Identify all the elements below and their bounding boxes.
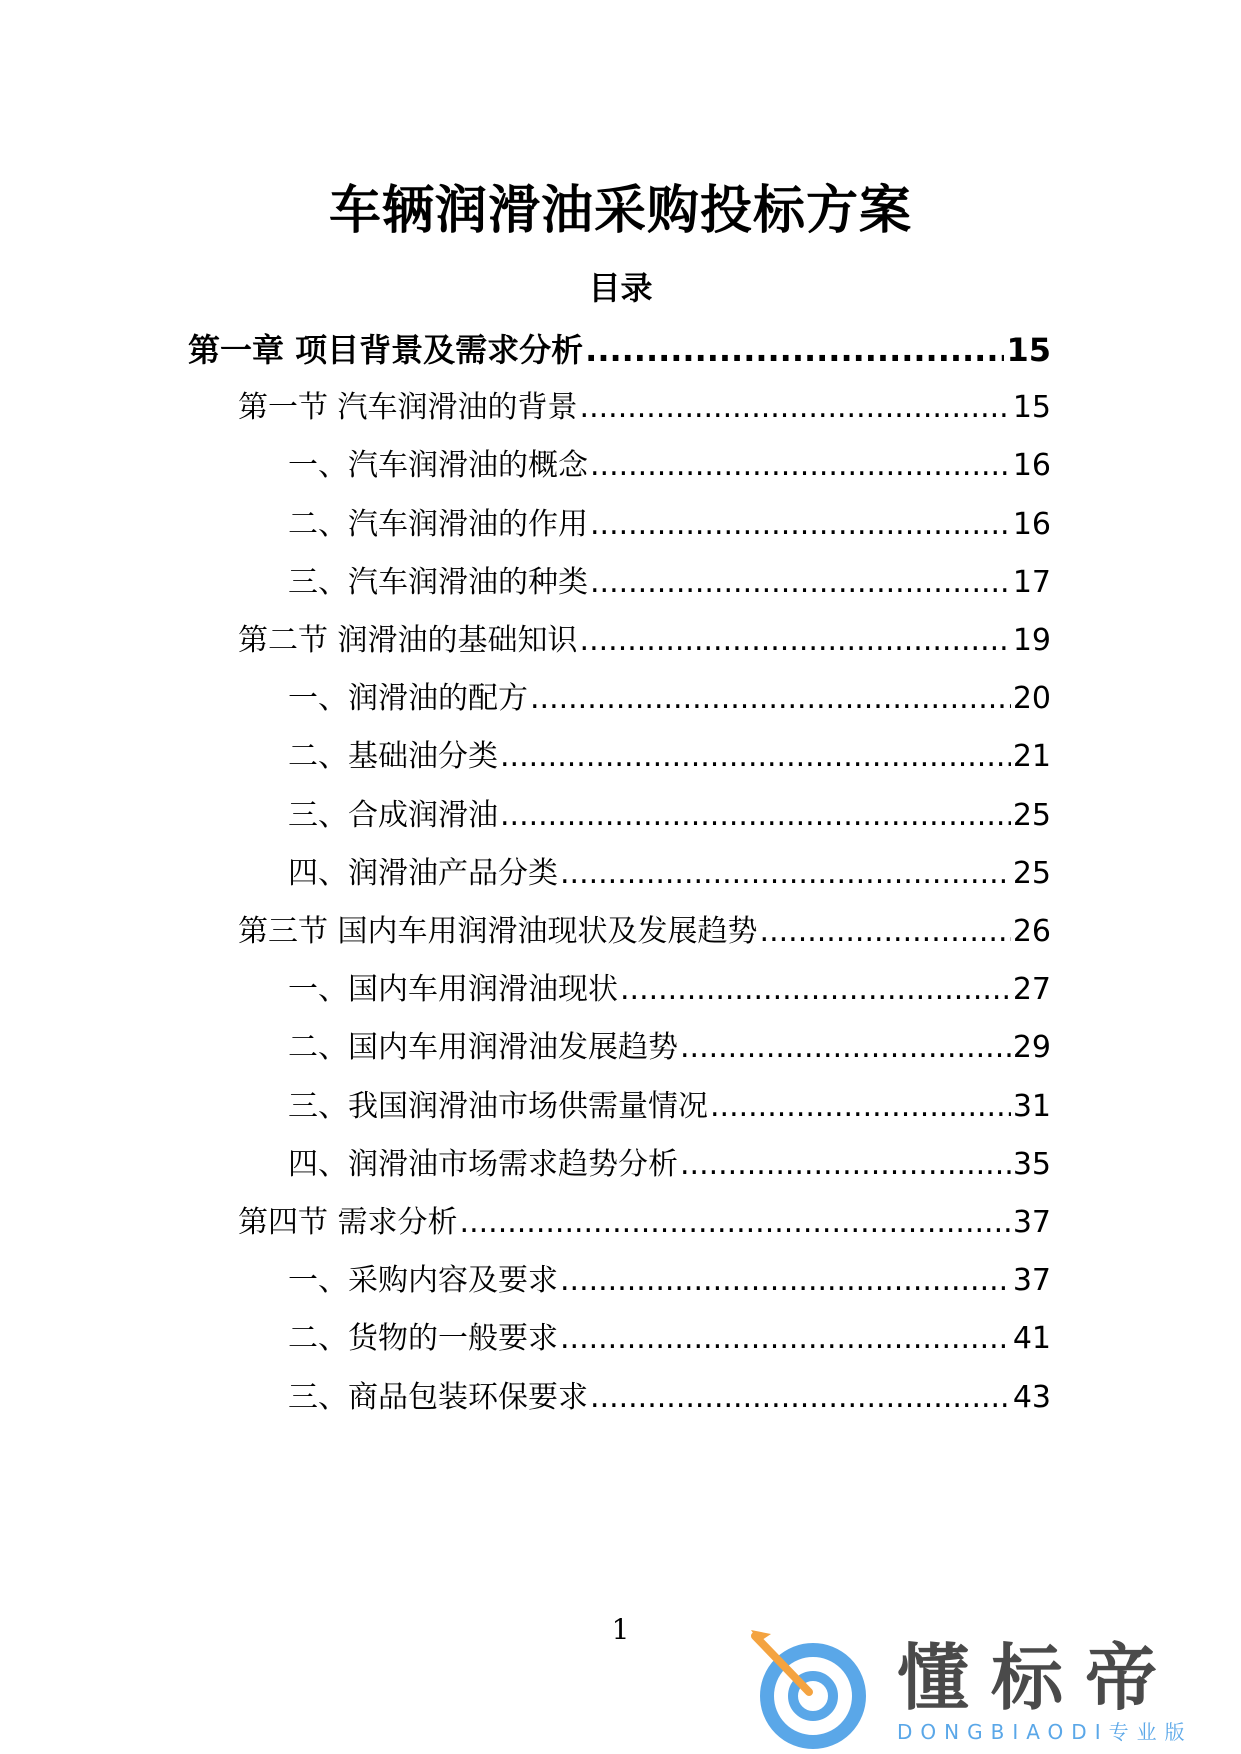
- toc-entry-page: 17: [1012, 564, 1051, 600]
- watermark-brand-subtitle: DONGBIAODI专业版: [897, 1720, 1193, 1744]
- toc-entry[interactable]: [238, 386, 1051, 430]
- toc-dot-leader: [590, 444, 1011, 488]
- toc-dot-leader: [560, 852, 1011, 896]
- toc-entry-page: 29: [1012, 1030, 1051, 1066]
- toc-entry[interactable]: [288, 1026, 1051, 1070]
- toc-entry-label: 一、国内车用润滑油现状: [288, 972, 618, 1008]
- toc-entry-page: 43: [1012, 1379, 1051, 1415]
- toc-entry-page: 16: [1012, 506, 1051, 542]
- toc-entry[interactable]: [288, 794, 1051, 838]
- toc-entry-label: 一、采购内容及要求: [288, 1263, 558, 1299]
- toc-entry-page: 26: [1012, 914, 1051, 949]
- toc-dot-leader: [590, 503, 1011, 547]
- toc-entry-page: 21: [1012, 739, 1051, 775]
- toc-entry-page: 16: [1012, 448, 1051, 484]
- toc-entry[interactable]: [288, 1376, 1051, 1420]
- toc-entry[interactable]: [288, 735, 1051, 779]
- toc-dot-leader: [680, 1143, 1011, 1187]
- toc-dot-leader: [760, 910, 1011, 954]
- toc-entry[interactable]: [288, 444, 1051, 488]
- toc-entry[interactable]: [238, 910, 1051, 954]
- toc-dot-leader: [620, 968, 1011, 1012]
- toc-entry[interactable]: [288, 677, 1051, 721]
- toc-entry-label: 三、合成润滑油: [288, 797, 498, 833]
- toc-entry-label: 第二节 润滑油的基础知识: [238, 623, 578, 658]
- toc-dot-leader: [580, 619, 1011, 663]
- toc-entry-label: 第一章 项目背景及需求分析: [188, 331, 584, 369]
- toc-entry[interactable]: [288, 852, 1051, 896]
- toc-dot-leader: [710, 1085, 1011, 1129]
- toc-entry-page: 35: [1012, 1146, 1051, 1182]
- toc-entry[interactable]: [288, 1085, 1051, 1129]
- toc-entry[interactable]: [288, 503, 1051, 547]
- toc-entry-label: 四、润滑油市场需求趋势分析: [288, 1146, 678, 1182]
- toc-entry-page: 27: [1012, 972, 1051, 1008]
- toc-entry[interactable]: [288, 968, 1051, 1012]
- toc-entry-label: 第四节 需求分析: [238, 1205, 458, 1240]
- toc-entry-label: 三、商品包装环保要求: [288, 1379, 588, 1415]
- toc-entry-label: 三、汽车润滑油的种类: [288, 564, 588, 600]
- page-number: 1: [611, 1613, 630, 1646]
- toc-entry-label: 三、我国润滑油市场供需量情况: [288, 1088, 708, 1124]
- toc-dot-leader: [560, 1317, 1011, 1361]
- toc-dot-leader: [500, 735, 1011, 779]
- toc-entry-label: 一、润滑油的配方: [288, 681, 528, 717]
- document-title: 车辆润滑油采购投标方案: [328, 181, 912, 241]
- toc-entry-page: 15: [1012, 390, 1051, 426]
- toc-entry-label: 二、基础油分类: [288, 739, 498, 775]
- toc-entry-page: 31: [1012, 1088, 1051, 1124]
- toc-dot-leader: [680, 1026, 1011, 1070]
- toc-entry-label: 二、货物的一般要求: [288, 1321, 558, 1357]
- toc-entry-page: 37: [1012, 1263, 1051, 1299]
- toc-entry-page: 25: [1012, 797, 1051, 833]
- toc-entry-label: 一、汽车润滑油的概念: [288, 448, 588, 484]
- toc-entry-label: 第一节 汽车润滑油的背景: [238, 390, 578, 426]
- toc-heading: 目录: [588, 269, 653, 307]
- toc-entry-page: 41: [1012, 1321, 1051, 1357]
- toc-dot-leader: [560, 1259, 1011, 1303]
- toc-entry[interactable]: [288, 1259, 1051, 1303]
- toc-entry-label: 四、润滑油产品分类: [288, 855, 558, 891]
- toc-dot-leader: [580, 386, 1011, 430]
- target-arrow-icon: [745, 1628, 875, 1750]
- toc-entry-page: 37: [1012, 1205, 1051, 1240]
- toc-entry-label: 二、汽车润滑油的作用: [288, 506, 588, 542]
- toc-entry-label: 二、国内车用润滑油发展趋势: [288, 1030, 678, 1066]
- toc-entry[interactable]: [188, 328, 1051, 372]
- toc-dot-leader: [590, 561, 1011, 605]
- toc-entry[interactable]: [238, 619, 1051, 663]
- toc-entry[interactable]: [288, 1317, 1051, 1361]
- watermark: [745, 1628, 1235, 1750]
- toc-dot-leader: [590, 1376, 1011, 1420]
- toc-entry[interactable]: [288, 561, 1051, 605]
- toc-dot-leader: [585, 328, 1004, 372]
- toc-entry-page: 19: [1012, 623, 1051, 658]
- toc-entry-page: 25: [1012, 855, 1051, 891]
- toc-dot-leader: [500, 794, 1011, 838]
- toc-dot-leader: [530, 677, 1011, 721]
- toc-entry-label: 第三节 国内车用润滑油现状及发展趋势: [238, 914, 758, 949]
- watermark-brand-name: 懂标帝: [897, 1636, 1180, 1720]
- toc-entry-page: 20: [1012, 681, 1051, 717]
- toc-entry[interactable]: [238, 1201, 1051, 1245]
- toc-entry[interactable]: [288, 1143, 1051, 1187]
- toc-dot-leader: [460, 1201, 1011, 1245]
- toc-entry-page: 15: [1006, 331, 1051, 369]
